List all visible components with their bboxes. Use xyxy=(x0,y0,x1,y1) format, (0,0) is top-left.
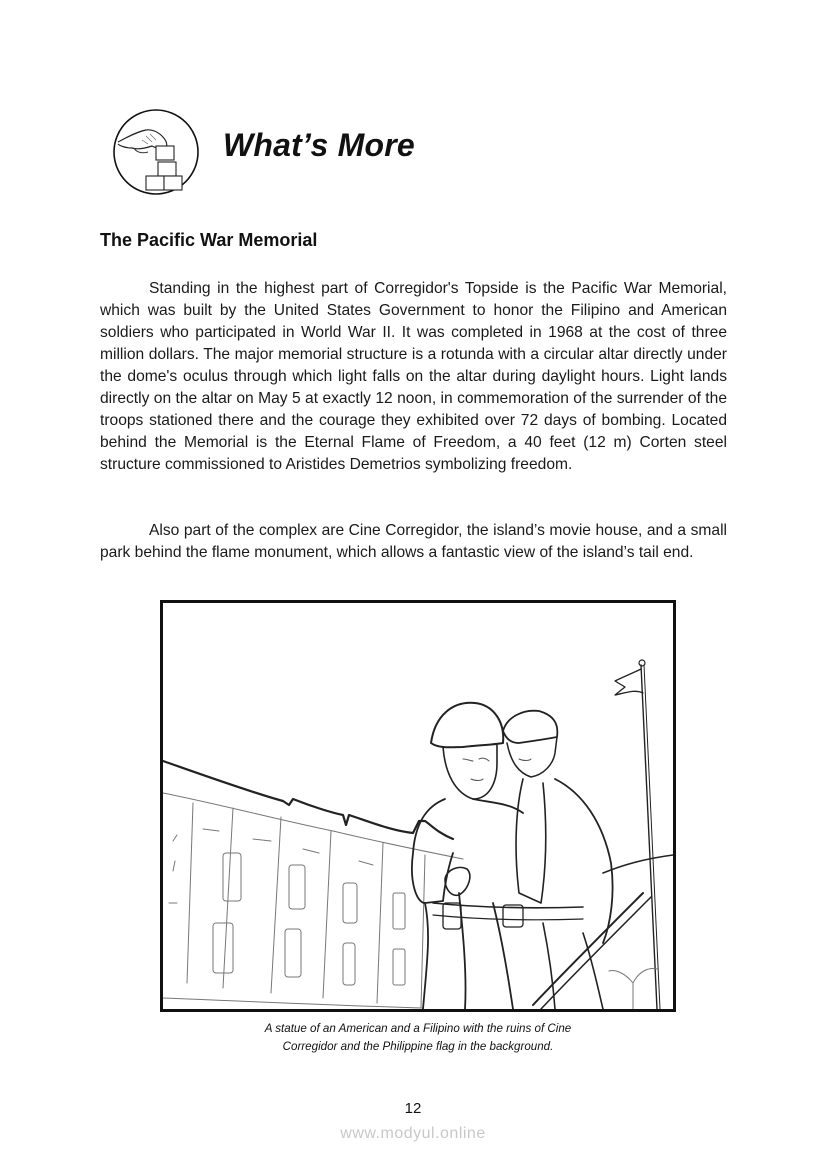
article-paragraph-1 xyxy=(100,278,727,476)
figure-caption xyxy=(160,1020,676,1056)
hand-stacking-blocks-icon xyxy=(112,108,200,196)
article-paragraph-2 xyxy=(100,520,727,564)
article-title: The Pacific War Memorial xyxy=(100,230,318,250)
caption-line-1: A statue of an American and a Filipino with the ruins of Cine xyxy=(264,1022,572,1035)
paragraph-2-text: Also part of the complex are Cine Corregidor, the island’s movie house, and a small park behind the flame monument, which allows a fantastic view of the island’s tail end. xyxy=(100,522,727,561)
page-number: 12 xyxy=(404,1100,422,1117)
statue-illustration xyxy=(160,600,676,1012)
section-title: What’s More xyxy=(223,127,415,163)
watermark-link[interactable]: www.modyul.online xyxy=(340,1125,486,1142)
paragraph-1-text: Standing in the highest part of Corregidor's Topside is the Pacific War Memorial, which was built by the United States Government to honor the Filipino and American soldiers who participated in World War II. It was completed in 1968 at the cost of three million dollars. The major memorial structure is a rotunda with a circular altar directly under the dome's oculus through which light falls on the altar during daylight hours. Light lands directly on the altar on May 5 at exactly 12 noon, in commemoration of the surrender of the troops stationed there and the courage they exhibited over 72 days of bombing. Located behind the Memorial is the Eternal Flame of Freedom, a 40 feet (12 m) Corten steel structure commissioned to Aristides Demetrios symbolizing freedom. xyxy=(100,280,727,473)
statue-line-drawing xyxy=(163,603,673,1009)
caption-line-2: Corregidor and the Philippine flag in the background. xyxy=(282,1040,554,1053)
